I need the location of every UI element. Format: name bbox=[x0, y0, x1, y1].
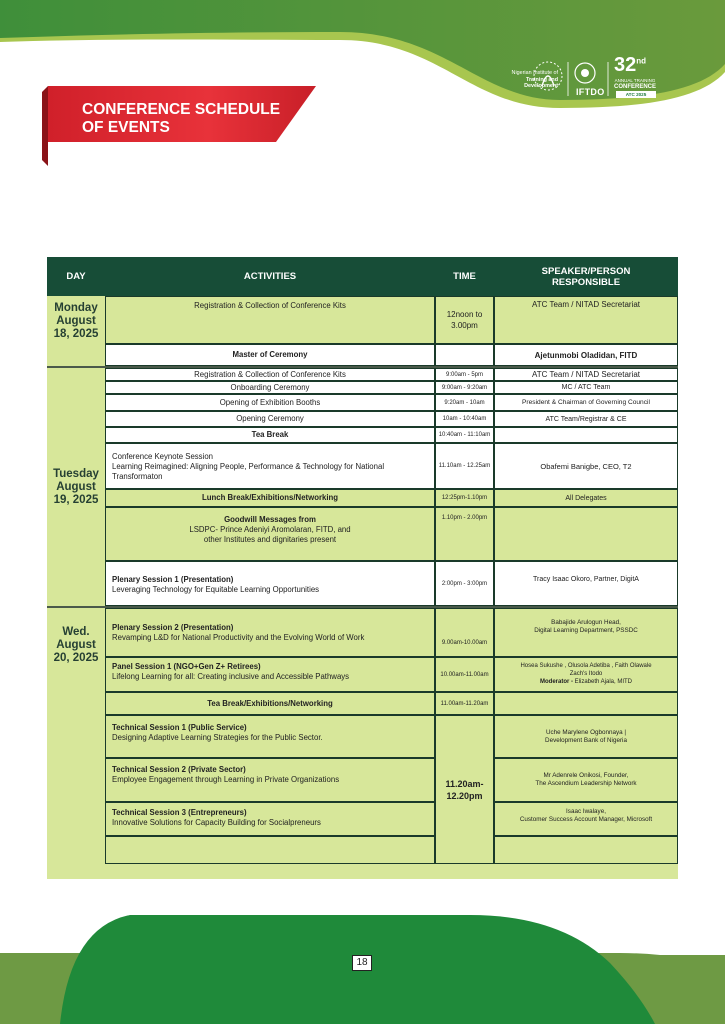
speaker-goodwill-messages bbox=[494, 507, 678, 561]
atc-annual: ANNUAL TRAINING bbox=[614, 78, 656, 83]
time-keynote: 11.10am - 12.25am bbox=[435, 443, 494, 489]
speaker-opening-ceremony: ATC Team/Registrar & CE bbox=[494, 411, 678, 427]
speaker-mon-registration: ATC Team / NITAD Secretariat bbox=[494, 296, 678, 344]
row-goodwill-messages: Goodwill Messages from LSDPC- Prince Adeniyi Aromolaran, FITD, and other Institutes and dignitaries present bbox=[105, 507, 435, 561]
speaker-tea-break-2 bbox=[494, 692, 678, 715]
time-plenary-1: 2:00pm - 3:00pm bbox=[435, 561, 494, 606]
atc-number: 32nd bbox=[614, 54, 647, 76]
time-goodwill-messages: 1.10pm - 2.00pm bbox=[435, 507, 494, 561]
speaker-panel-1: Hosea Sukushe , Olusola Adetiba , Faith Olawale Zach's Itodo Moderator - Elizabeth Ajala, MITD bbox=[494, 657, 678, 692]
time-master-of-ceremony bbox=[435, 344, 494, 366]
row-master-of-ceremony: Master of Ceremony bbox=[105, 344, 435, 366]
row-technical-3: Technical Session 3 (Entrepreneurs) Innovative Solutions for Capacity Building for Socialpreneurs bbox=[105, 802, 435, 836]
row-keynote: Conference Keynote Session Learning Reimagined: Aligning People, Performance & Technology for National Transformaton bbox=[105, 443, 435, 489]
speaker-plenary-1: Tracy Isaac Okoro, Partner, DigitA bbox=[494, 561, 678, 606]
speaker-tue-registration: ATC Team / NITAD Secretariat bbox=[494, 368, 678, 381]
speaker-master-of-ceremony: Ajetunmobi Oladidan, FITD bbox=[494, 344, 678, 366]
day-monday: Monday August 18, 2025 bbox=[53, 301, 99, 340]
header-speaker: SPEAKER/PERSON RESPONSIBLE bbox=[541, 265, 631, 288]
time-exhibition-booths: 9:20am - 10am bbox=[435, 394, 494, 411]
row-tea-break-2: Tea Break/Exhibitions/Networking bbox=[105, 692, 435, 715]
atc-conference: CONFERENCE bbox=[613, 84, 656, 90]
atc-year: ATC 2025 bbox=[616, 91, 656, 98]
nitad-logo-text: Nigerian Institute of Training and Development bbox=[511, 70, 558, 89]
row-lunch-break: Lunch Break/Exhibitions/Networking bbox=[105, 489, 435, 507]
page-number: 18 bbox=[352, 955, 372, 971]
table-bottom-strip bbox=[47, 864, 678, 879]
speaker-keynote: Obafemi Banigbe, CEO, T2 bbox=[494, 443, 678, 489]
time-opening-ceremony: 10am - 10:40am bbox=[435, 411, 494, 427]
speaker-exhibition-booths: President & Chairman of Governing Council bbox=[494, 394, 678, 411]
speaker-onboarding: MC / ATC Team bbox=[494, 381, 678, 394]
day-wednesday: Wed. August 20, 2025 bbox=[53, 626, 99, 664]
header-day: DAY bbox=[66, 271, 86, 282]
row-exhibition-booths: Opening of Exhibition Booths bbox=[105, 394, 435, 411]
day-tuesday: Tuesday August 19, 2025 bbox=[53, 467, 99, 506]
time-plenary-2: 9.00am-10.00am bbox=[435, 608, 494, 657]
speaker-tea-break-1 bbox=[494, 427, 678, 443]
row-panel-1: Panel Session 1 (NGO+Gen Z+ Retirees) Lifelong Learning for all: Creating inclusive and Accessible Pathways bbox=[105, 657, 435, 692]
row-plenary-2: Plenary Session 2 (Presentation) Revamping L&D for National Productivity and the Evolving World of Work bbox=[105, 608, 435, 657]
row-empty bbox=[105, 836, 435, 864]
time-tue-registration: 9:00am - 5pm bbox=[435, 368, 494, 381]
row-tue-registration: Registration & Collection of Conference Kits bbox=[105, 368, 435, 381]
speaker-technical-3: Isaac Iwalaye, Customer Success Account Manager, Microsoft bbox=[494, 802, 678, 836]
speaker-empty bbox=[494, 836, 678, 864]
time-panel-1: 10.00am-11.00am bbox=[435, 657, 494, 692]
row-opening-ceremony: Opening Ceremony bbox=[105, 411, 435, 427]
time-lunch-break: 12:25pm-1.10pm bbox=[435, 489, 494, 507]
header-activities: ACTIVITIES bbox=[243, 271, 297, 282]
time-tea-break-1: 10:40am - 11:10am bbox=[435, 427, 494, 443]
header-time: TIME bbox=[453, 271, 476, 282]
page-title: CONFERENCE SCHEDULE OF EVENTS bbox=[82, 101, 281, 136]
row-tea-break-1: Tea Break bbox=[105, 427, 435, 443]
row-technical-1: Technical Session 1 (Public Service) Designing Adaptive Learning Strategies for the Public Sector. bbox=[105, 715, 435, 758]
row-onboarding: Onboarding Ceremony bbox=[105, 381, 435, 394]
speaker-technical-1: Uche Marylene Ogbonnaya | Development Bank of Nigeria bbox=[494, 715, 678, 758]
speaker-lunch-break: All Delegates bbox=[494, 489, 678, 507]
row-plenary-1: Plenary Session 1 (Presentation) Leveraging Technology for Equitable Learning Opportunities bbox=[105, 561, 435, 606]
speaker-technical-2: Mr Adenrele Onikosi, Founder, The Ascendium Leadership Network bbox=[494, 758, 678, 802]
time-onboarding: 9:00am - 9:20am bbox=[435, 381, 494, 394]
iftdo-logo-text: IFTDO bbox=[576, 87, 605, 97]
speaker-plenary-2: Babajide Arulogun Head, Digital Learning Department, PSSDC bbox=[494, 608, 678, 657]
time-technical-sessions: 11.20am- 12.20pm bbox=[435, 715, 494, 864]
time-tea-break-2: 11.00am-11.20am bbox=[435, 692, 494, 715]
row-mon-registration: Registration & Collection of Conference Kits bbox=[105, 296, 435, 344]
row-technical-2: Technical Session 2 (Private Sector) Employee Engagement through Learning in Private Organizations bbox=[105, 758, 435, 802]
time-mon-registration: 12noon to 3.00pm bbox=[435, 296, 494, 344]
